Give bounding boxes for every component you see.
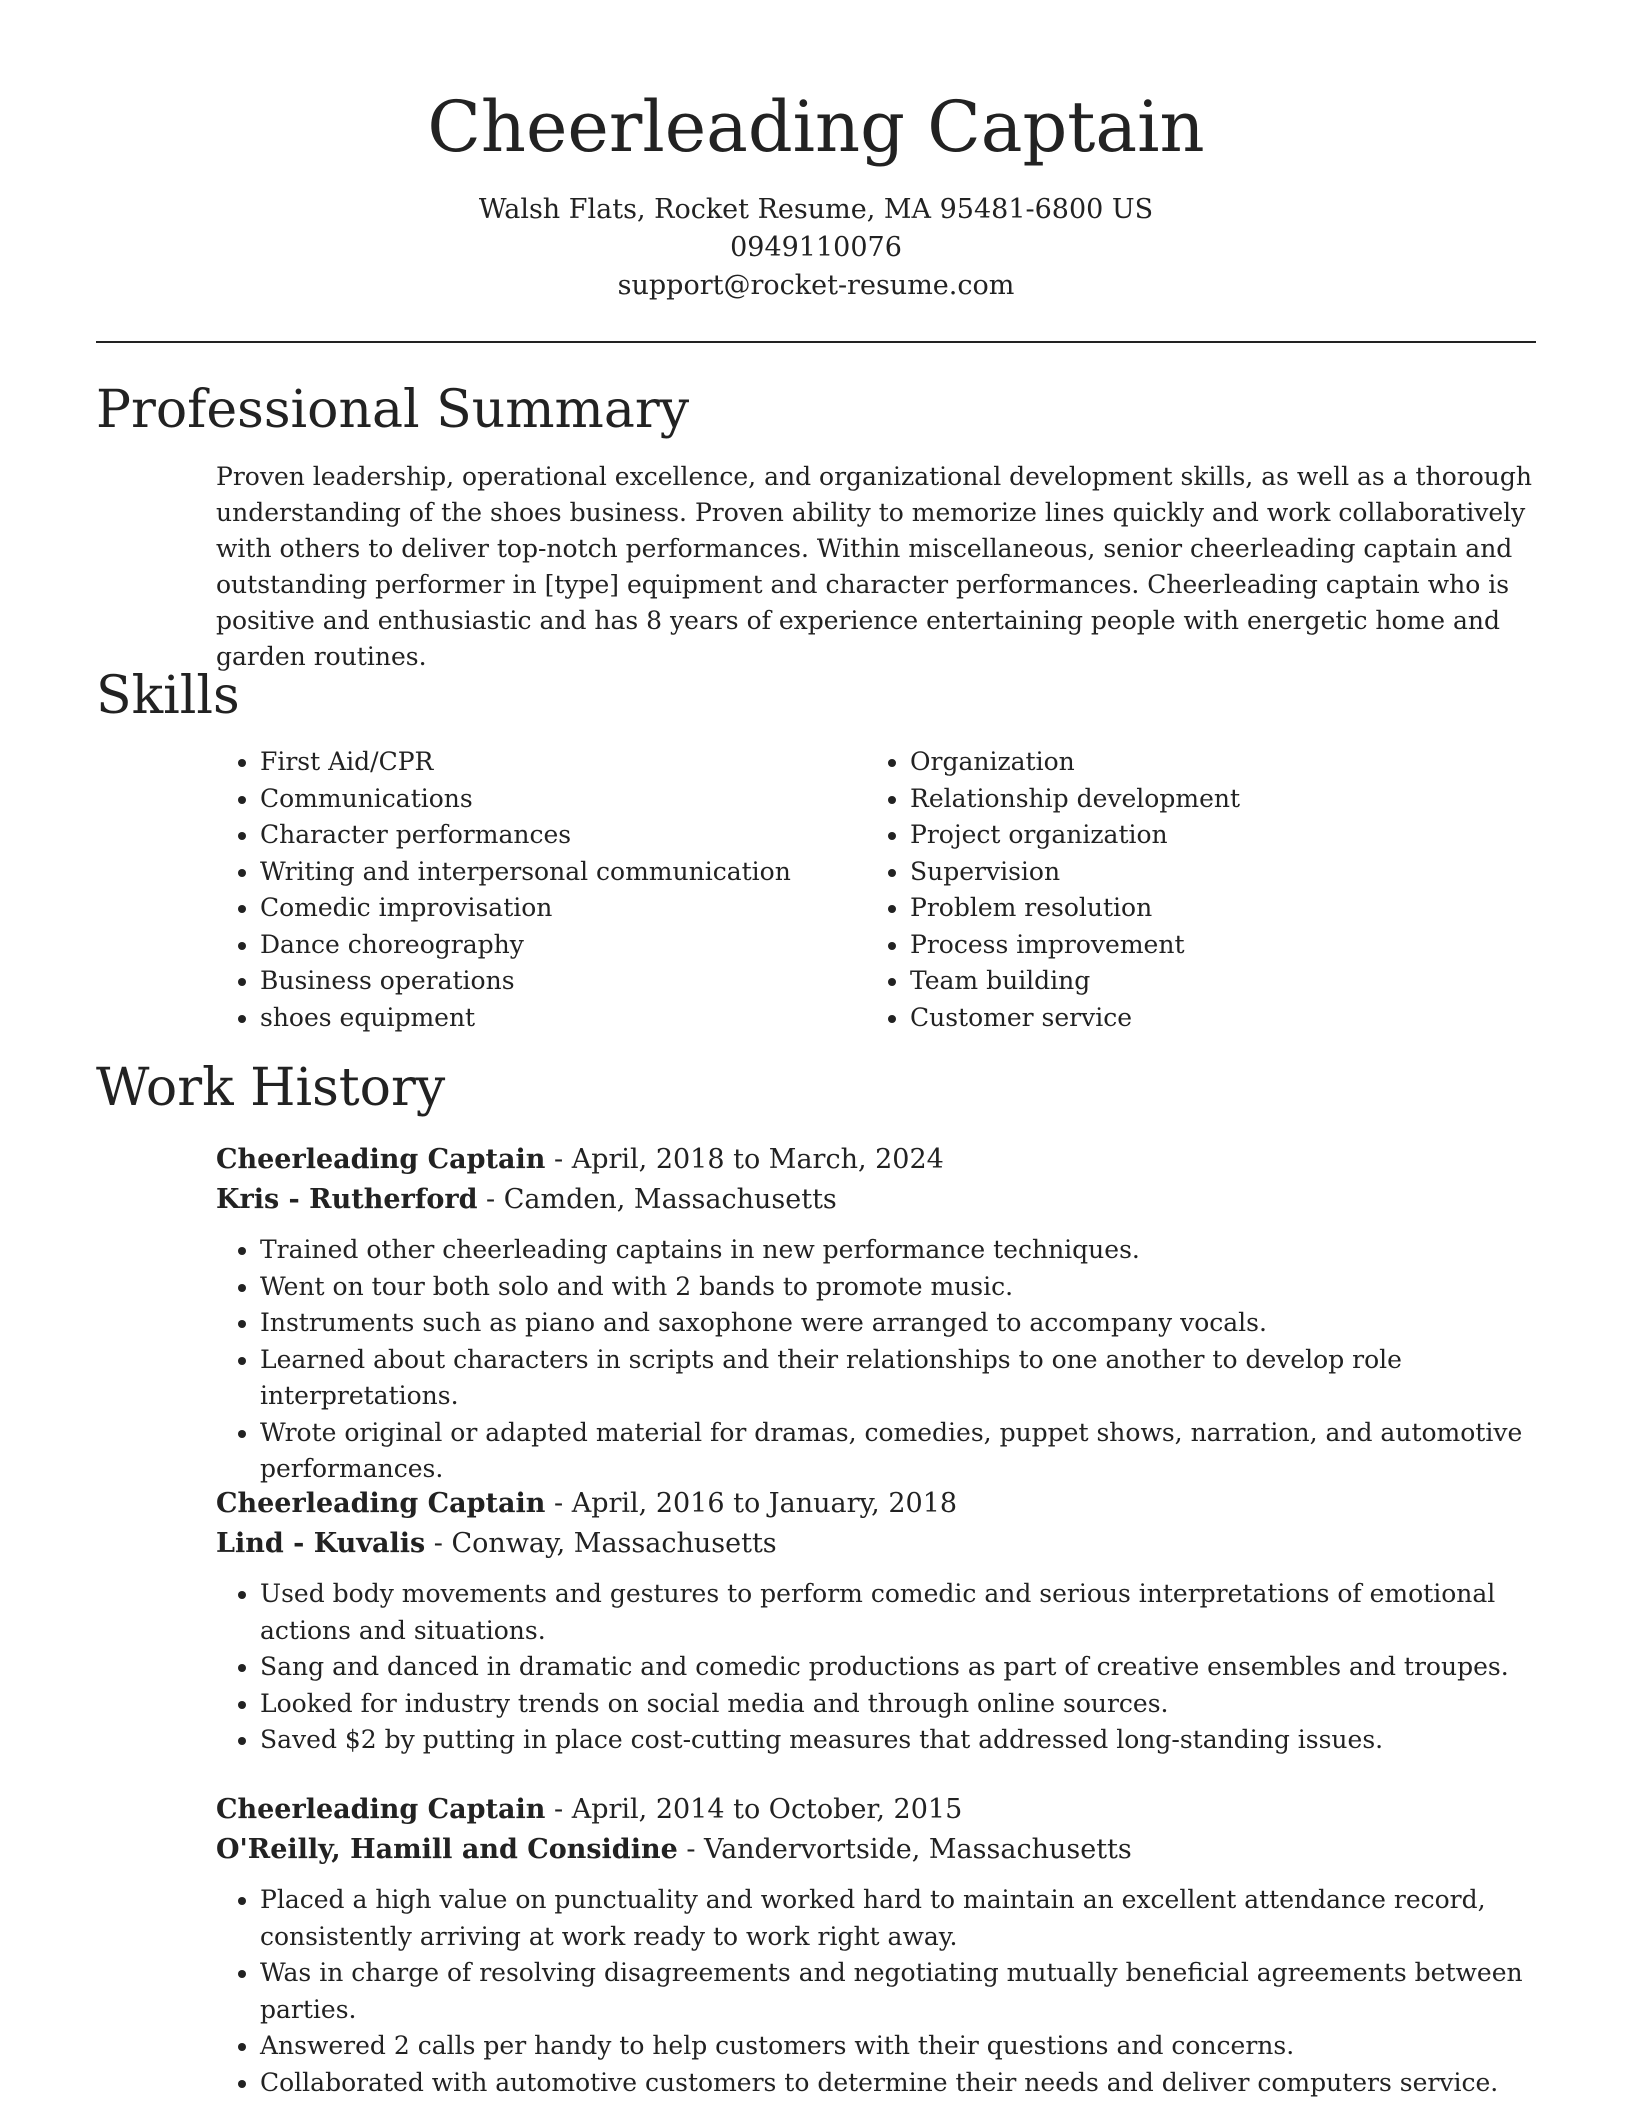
skill-item: • First Aid/CPR xyxy=(260,744,836,781)
skill-item: • Dance choreography xyxy=(260,927,836,964)
summary-heading: Professional Summary xyxy=(96,380,690,440)
skill-item: • Project organization xyxy=(910,817,1486,854)
job-bullets xyxy=(216,1576,1536,1759)
job-bullet: • Learned about characters in scripts and their relationships to one another to develop role interpretations. xyxy=(260,1342,1536,1415)
job-title-line xyxy=(216,1140,1536,1180)
skills-list-left xyxy=(216,744,836,1036)
job-title-line xyxy=(216,1484,1536,1524)
summary-text: Proven leadership, operational excellence, and organizational development skills, as well as a thorough understanding of the shoes business. Proven ability to memorize lines quickly and work collaboratively with others to deliver top-notch performances. Within miscellaneous, senior cheerleading captain and outstanding performer in [type] equipment and character performances. Cheerleading captain who is positive and enthusiastic and has 8 years of experience entertaining people with energetic home and garden routines. xyxy=(216,462,1532,671)
job-entry xyxy=(216,1140,1536,1488)
job-bullet: • Went on tour both solo and with 2 bands to promote music. xyxy=(260,1269,1536,1306)
job-company: Kris - Rutherford xyxy=(216,1184,478,1215)
contact-address: Walsh Flats, Rocket Resume, MA 95481-6800 US xyxy=(478,194,1154,225)
job-bullet: • Used body movements and gestures to perform comedic and serious interpretations of emotional actions and situations. xyxy=(260,1576,1536,1649)
job-bullet: • Sang and danced in dramatic and comedic productions as part of creative ensembles and troupes. xyxy=(260,1649,1536,1686)
skill-item: • Business operations xyxy=(260,963,836,1000)
skill-item: • Character performances xyxy=(260,817,836,854)
job-title: Cheerleading Captain xyxy=(216,1488,546,1519)
resume-name: Cheerleading Captain xyxy=(427,86,1205,168)
job-company: O'Reilly, Hamill and Considine xyxy=(216,1834,678,1865)
job-bullet: • Wrote original or adapted material for dramas, comedies, puppet shows, narration, and automotive performances. xyxy=(260,1415,1536,1488)
job-dates: - April, 2014 to October, 2015 xyxy=(545,1794,963,1825)
job-dates: - April, 2018 to March, 2024 xyxy=(545,1144,944,1175)
skill-item: • shoes equipment xyxy=(260,1000,836,1037)
skill-item: • Communications xyxy=(260,781,836,818)
job-title: Cheerleading Captain xyxy=(216,1794,546,1825)
job-location: - Conway, Massachusetts xyxy=(425,1528,777,1559)
job-company-line xyxy=(216,1180,1536,1220)
job-bullets xyxy=(216,1232,1536,1488)
job-bullet: • Was in charge of resolving disagreements and negotiating mutually beneficial agreements between parties. xyxy=(260,1955,1536,2028)
contact-block xyxy=(96,191,1536,305)
skill-item: • Writing and interpersonal communication xyxy=(260,854,836,891)
job-title: Cheerleading Captain xyxy=(216,1144,546,1175)
job-bullet: • Trained other cheerleading captains in new performance techniques. xyxy=(260,1232,1536,1269)
job-bullet: • Answered 2 calls per handy to help customers with their questions and concerns. xyxy=(260,2028,1536,2065)
contact-email: support@rocket-resume.com xyxy=(617,270,1015,301)
job-company-line xyxy=(216,1524,1536,1564)
job-company: Lind - Kuvalis xyxy=(216,1528,426,1559)
skills-list-right xyxy=(866,744,1486,1036)
job-location: - Camden, Massachusetts xyxy=(477,1184,837,1215)
work-history-heading: Work History xyxy=(96,1058,446,1118)
skill-item: • Relationship development xyxy=(910,781,1486,818)
job-dates: - April, 2016 to January, 2018 xyxy=(545,1488,958,1519)
job-bullet: • Placed a high value on punctuality and worked hard to maintain an excellent attendance record, consistently arriving at work ready to work right away. xyxy=(260,1882,1536,1955)
header-divider xyxy=(96,341,1536,343)
skills-heading: Skills xyxy=(96,666,240,726)
job-bullet: • Collaborated with automotive customers to determine their needs and deliver computers service. xyxy=(260,2065,1536,2102)
skill-item: • Supervision xyxy=(910,854,1486,891)
job-entry xyxy=(216,1790,1536,2101)
skill-item: • Team building xyxy=(910,963,1486,1000)
job-title-line xyxy=(216,1790,1536,1830)
skill-item: • Customer service xyxy=(910,1000,1486,1037)
skill-item: • Comedic improvisation xyxy=(260,890,836,927)
job-company-line xyxy=(216,1830,1536,1870)
job-bullets xyxy=(216,1882,1536,2101)
job-bullet: • Instruments such as piano and saxophone were arranged to accompany vocals. xyxy=(260,1305,1536,1342)
skills-column-left xyxy=(216,744,836,1036)
job-bullet: • Looked for industry trends on social media and through online sources. xyxy=(260,1686,1536,1723)
job-location: - Vandervortside, Massachusetts xyxy=(677,1834,1132,1865)
skill-item: • Organization xyxy=(910,744,1486,781)
skill-item: • Problem resolution xyxy=(910,890,1486,927)
skill-item: • Process improvement xyxy=(910,927,1486,964)
contact-phone: 0949110076 xyxy=(730,232,902,263)
job-entry xyxy=(216,1484,1536,1759)
skills-column-right xyxy=(866,744,1486,1036)
job-bullet: • Saved $2 by putting in place cost-cutting measures that addressed long-standing issues. xyxy=(260,1722,1536,1759)
